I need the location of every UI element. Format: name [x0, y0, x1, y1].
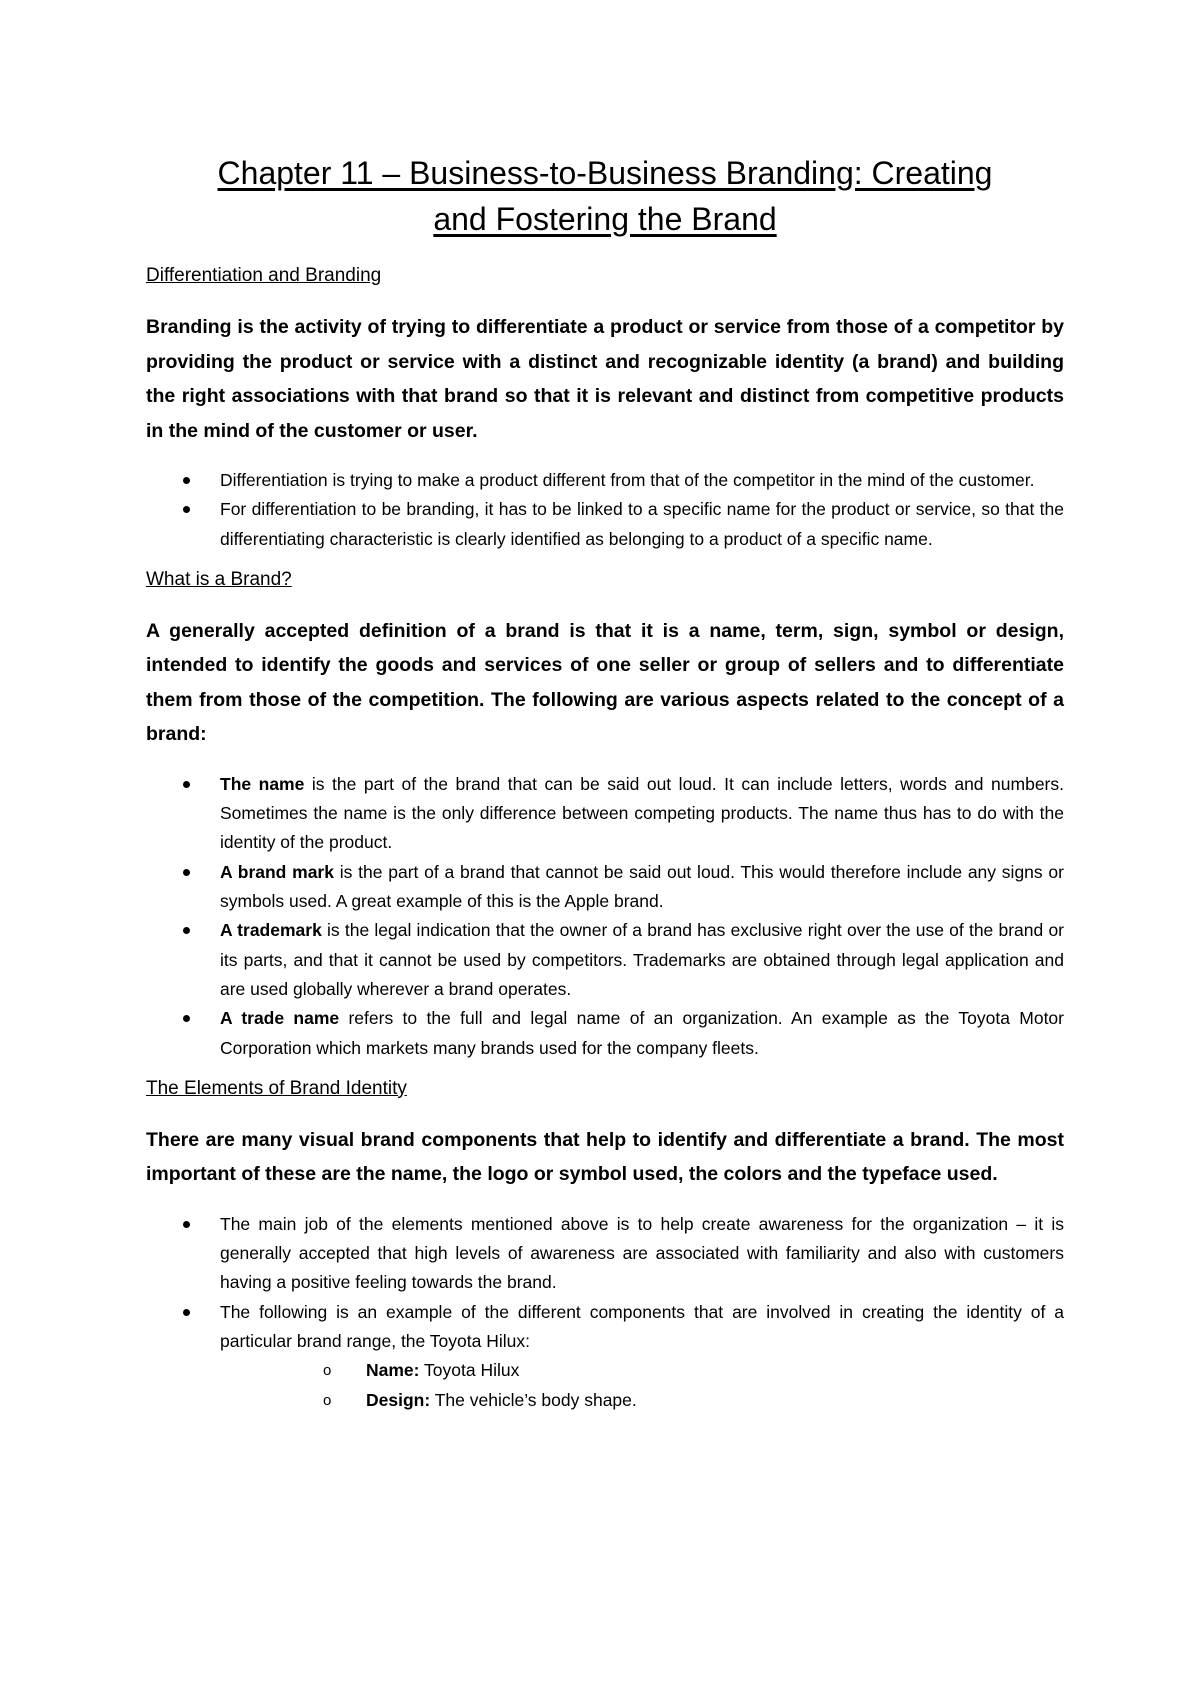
title-line-2: and Fostering the Brand [433, 201, 777, 237]
list-item-term: A trade name [220, 1008, 340, 1029]
list-item [146, 858, 1064, 917]
bullet-list [146, 466, 1064, 554]
list-item-text: is the part of the brand that can be said out loud. It can include letters, words and numbers. Sometimes the name is the only difference between competing products. The name thus has to do with the identity of the product. [220, 773, 1064, 853]
list-item [146, 1298, 1064, 1415]
circle-bullet-icon: o [323, 1391, 332, 1409]
bullet-icon [183, 1309, 190, 1316]
list-item [146, 466, 1064, 495]
section-lead-paragraph: Branding is the activity of trying to differentiate a product or service from those of a competitor by providing the product or service with a distinct and recognizable identity (a brand) and building the right associations with that brand so that it is relevant and distinct from competitive products in the mind of the customer or user. [146, 316, 1064, 442]
list-item-text: The main job of the elements mentioned above is to help create awareness for the organization – it is generally accepted that high levels of awareness are associated with familiarity and also with customers having a positive feeling towards the brand. [220, 1213, 1064, 1293]
sub-item-text: Toyota Hilux [419, 1360, 520, 1381]
list-item [146, 1210, 1064, 1298]
page-title [146, 150, 1064, 242]
list-item-text: For differentiation to be branding, it has to be linked to a specific name for the product or service, so that the differentiating characteristic is clearly identified as belonging to a product of a specific name. [220, 499, 1064, 549]
sub-item-term: Design: [366, 1389, 431, 1410]
bullet-list [146, 1210, 1064, 1415]
bullet-icon [183, 927, 190, 934]
sub-item-term: Name: [366, 1360, 420, 1381]
bullet-list [146, 770, 1064, 1063]
section-heading-differentiation: Differentiation and Branding [146, 265, 382, 286]
list-item-text: is the part of a brand that cannot be said out loud. This would therefore include any signs or symbols used. A great example of this is the Apple brand. [220, 861, 1064, 912]
list-item [146, 770, 1064, 858]
list-item-term: The name [220, 773, 305, 794]
list-item [146, 1004, 1064, 1063]
sub-item-text: The vehicle’s body shape. [430, 1389, 637, 1410]
sub-list-item [220, 1356, 1064, 1385]
section-lead-paragraph: A generally accepted definition of a brand is that it is a name, term, sign, symbol or design, intended to identify the goods and services of one seller or group of sellers and to differentiate them from those of the competition. The following are various aspects related to the concept of a brand: [146, 619, 1064, 746]
sub-list-item [220, 1386, 1064, 1415]
bullet-icon [183, 869, 190, 876]
bullet-icon [183, 1015, 190, 1022]
list-item-term: A trademark [220, 920, 322, 941]
list-item-term: A brand mark [220, 861, 334, 882]
list-item-text: is the legal indication that the owner of a brand has exclusive right over the use of the brand or its parts, and that it cannot be used by competitors. Trademarks are obtained through legal application and are used globally wherever a brand operates. [220, 920, 1064, 999]
bullet-icon [183, 506, 190, 513]
bullet-icon [183, 781, 190, 788]
list-item [146, 495, 1064, 554]
list-item-text: Differentiation is trying to make a product different from that of the competitor in the mind of the customer. [220, 470, 1035, 490]
section-heading-brand-identity: The Elements of Brand Identity [146, 1077, 407, 1099]
section-lead-paragraph: There are many visual brand components that help to identify and differentiate a brand. The most important of these are the name, the logo or symbol used, the colors and the typeface used. [146, 1128, 1064, 1186]
list-item-text: The following is an example of the different components that are involved in creating the identity of a particular brand range, the Toyota Hilux: [220, 1301, 1064, 1352]
circle-bullet-icon: o [323, 1362, 332, 1380]
list-item [146, 916, 1064, 1004]
title-line-1: Chapter 11 – Business-to-Business Branding: Creating [217, 155, 993, 191]
bullet-icon [183, 477, 190, 484]
bullet-icon [183, 1221, 190, 1228]
document-page [146, 150, 1064, 1429]
section-heading-what-is-a-brand: What is a Brand? [146, 568, 292, 590]
sub-list [220, 1356, 1064, 1415]
list-item-text: refers to the full and legal name of an organization. An example as the Toyota Motor Corporation which markets many brands used for the company fleets. [220, 1008, 1064, 1058]
